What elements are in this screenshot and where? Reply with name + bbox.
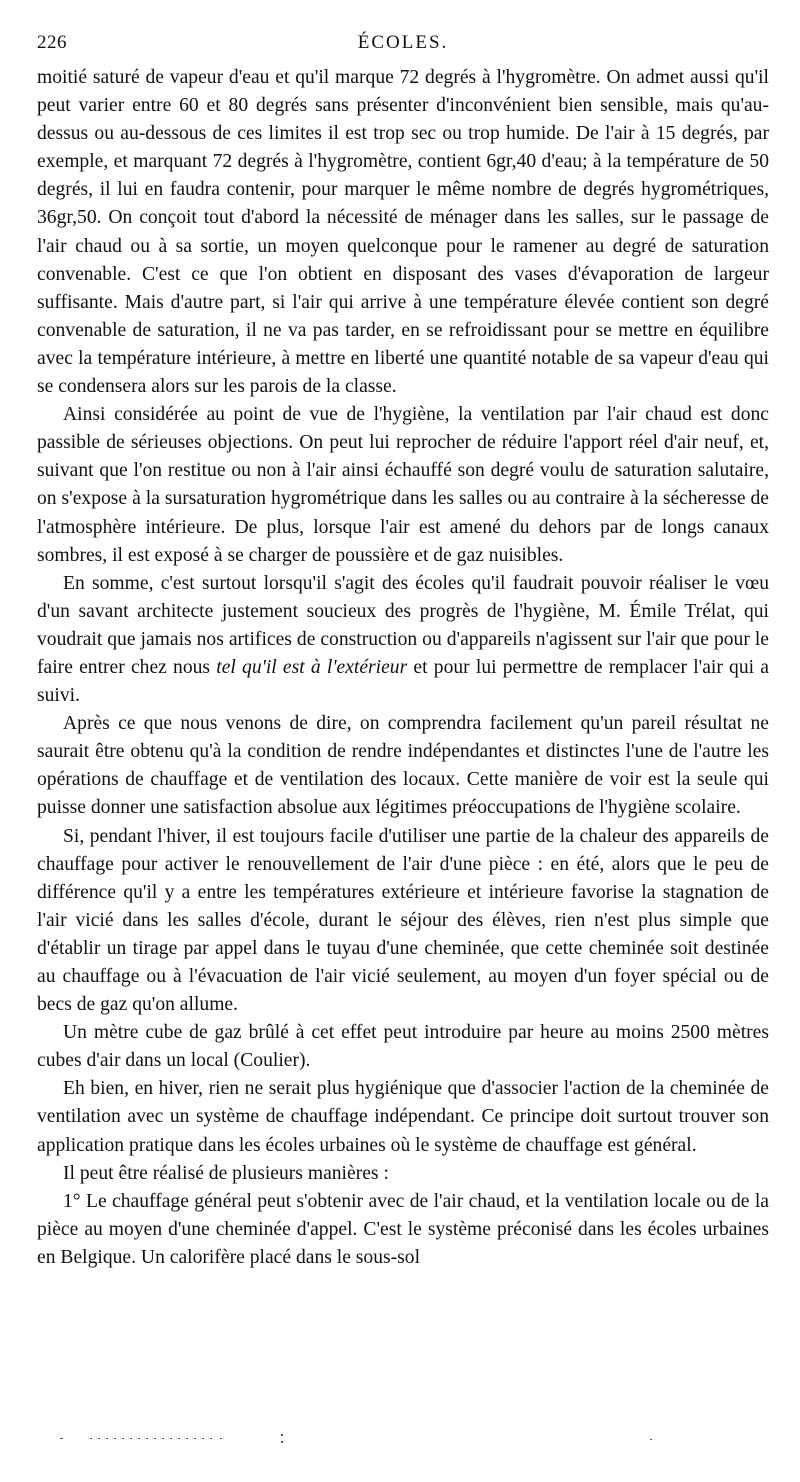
paragraph-8: Il peut être réalisé de plusieurs manières : [63, 1162, 389, 1184]
paragraph-4: Après ce que nous venons de dire, on comprendra facilement qu'un pareil résultat ne saurait être obtenu qu'à la condition de rendre indépendantes et distinctes l'une de l'autre les opérations de chauffage et de ventilation des locaux. Cette manière de voir est la seule qui puisse donner une satisfaction absolue aux légitimes préoccupations de l'hygiène scolaire. [37, 713, 769, 819]
paragraph-3 [37, 570, 769, 710]
paragraph-7: Eh bien, en hiver, rien ne serait plus hygiénique que d'associer l'action de la cheminée de ventilation avec un système de chauffage indépendant. Ce principe doit surtout trouver son application pratique dans les écoles urbaines où le système de chauffage est général. [37, 1078, 769, 1156]
book-page [37, 28, 769, 1272]
paragraph-3-emphasis: tel qu'il est à l'extérieur [216, 656, 408, 678]
scan-noise-marks [60, 1430, 660, 1450]
paragraph-1: moitié saturé de vapeur d'eau et qu'il marque 72 degrés à l'hygromètre. On admet aussi qu'il peut varier entre 60 et 80 degrés sans présenter d'inconvénient bien sensible, mais qu'au-dessus ou au-dessous de ces limites il est trop sec ou trop humide. De l'air à 15 degrés, par exemple, et marquant 72 degrés à l'hygromètre, contient 6gr,40 d'eau; à la température de 50 degrés, il lui en faudra contenir, pour marquer le même nombre de degrés hygrométriques, 36gr,50. On conçoit tout d'abord la nécessité de ménager dans les salles, sur le passage de l'air chaud ou à sa sortie, un moyen quelconque pour le ramener au degré de saturation convenable. C'est ce que l'on obtient en disposant des vases d'évaporation de largeur suffisante. Mais d'autre part, si l'air qui arrive à une température élevée contient son degré convenable de saturation, il ne va pas tarder, en se refroidissant pour se mettre en équilibre avec la température intérieure, à mettre en liberté une quantité notable de sa vapeur d'eau qui se condensera alors sur les parois de la classe. [37, 67, 769, 398]
running-title: ÉCOLES. [357, 32, 449, 53]
body-text [37, 64, 769, 1272]
page-number: 226 [37, 32, 67, 53]
paragraph-6: Un mètre cube de gaz brûlé à cet effet peut introduire par heure au moins 2500 mètres cubes d'air dans un local (Coulier). [37, 1022, 769, 1072]
page-header [37, 28, 769, 58]
paragraph-9: 1° Le chauffage général peut s'obtenir avec de l'air chaud, et la ventilation locale ou de la pièce au moyen d'une cheminée d'appel. C'est le système préconisé dans les écoles urbaines en Belgique. Un calorifère placé dans le sous-sol [37, 1190, 769, 1268]
scan-specks-graphic [60, 1430, 660, 1450]
paragraph-2: Ainsi considérée au point de vue de l'hygiène, la ventilation par l'air chaud est donc passible de sérieuses objections. On peut lui reprocher de réduire l'apport réel d'air neuf, et, suivant que l'on restitue ou non à l'air ainsi échauffé son degré voulu de saturation salutaire, on s'expose à la sursaturation hygrométrique dans les salles ou au contraire à la sécheresse de l'atmosphère intérieure. De plus, lorsque l'air est amené du dehors par de longs canaux sombres, il est exposé à se charger de poussière et de gaz nuisibles. [37, 404, 769, 566]
paragraph-5: Si, pendant l'hiver, il est toujours facile d'utiliser une partie de la chaleur des appareils de chauffage pour activer le renouvellement de l'air d'une pièce : en été, alors que le peu de différence qu'il y a entre les températures extérieure et intérieure favorise la stagnation de l'air vicié dans les salles d'école, durant le séjour des élèves, rien n'est plus simple que d'établir un tirage par appel dans le tuyau d'une cheminée, que cette cheminée soit destinée au chauffage ou à l'évacuation de l'air vicié seulement, au moyen d'un foyer spécial ou de becs de gaz qu'on allume. [37, 825, 769, 1016]
paragraph-3-text-after: et pour lui permettre de remplacer l'air qui a suivi. [37, 656, 769, 707]
paragraph-3-text-before: En somme, c'est surtout lorsqu'il s'agit des écoles qu'il faudrait pouvoir réaliser le vœu d'un savant architecte justement soucieux des progrès de l'hygiène, M. Émile Trélat, qui voudrait que jamais nos artifices de construction ou d'appareils n'agissent sur l'air que pour le faire entrer chez nous [37, 572, 769, 678]
